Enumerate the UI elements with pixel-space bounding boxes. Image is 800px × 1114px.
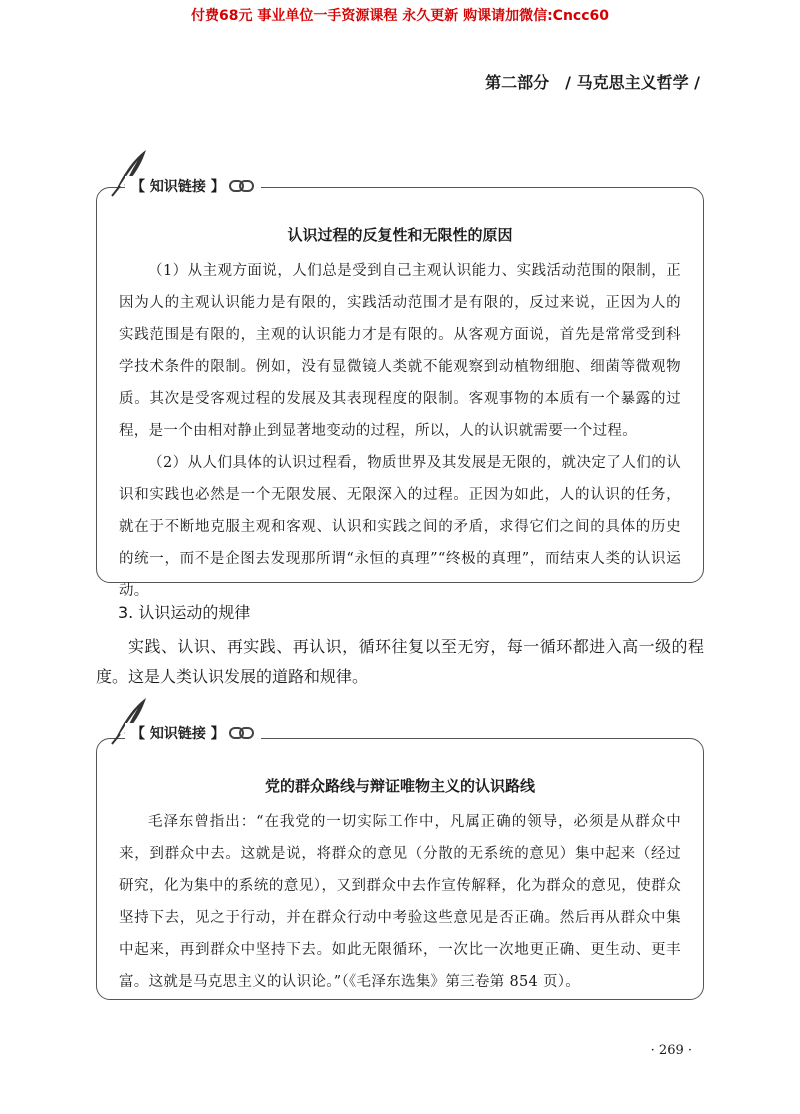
page-number: · 269 · xyxy=(650,1043,692,1058)
chain-link-icon xyxy=(229,726,255,740)
knowledge-link-tag xyxy=(125,176,261,196)
box-paragraph: 毛泽东曾指出：“在我党的一切实际工作中，凡属正确的领导，必须是从群众中来，到群众中去。这就是说，将群众的意见（分散的无系统的意见）集中起来（经过研究，化为集中的系统的意见），又到群众中去作宣传解释，化为群众的意见，使群众坚持下去，见之于行动，并在群众行动中考验这些意见是否正确。然后再从群众中集中起来，再到群众中坚持下去。如此无限循环，一次比一次地更正确、更生动、更丰富。这就是马克思主义的认识论。”（《毛泽东选集》第三卷第 854 页）。 xyxy=(119,814,681,990)
knowledge-box-reasons xyxy=(96,187,704,599)
chain-link-icon xyxy=(229,179,255,193)
box-paragraph: （2）从人们具体的认识过程看，物质世界及其发展是无限的，就决定了人们的认识和实践也必然是一个无限发展、无限深入的过程。正因为如此，人的认识的任务，就在于不断地克服主观和客观、认识和实践之间的矛盾，求得它们之间的具体的历史的统一，而不是企图去发现那所谓“永恒的真理”“终极的真理”，而结束人类的认识运动。 xyxy=(119,455,681,599)
section-paragraph: 实践、认识、再实践、再认识，循环往复以至无穷，每一循环都进入高一级的程度。这是人类认识发展的道路和规律。 xyxy=(96,637,704,686)
tag-label: 【 知识链接 】 xyxy=(131,179,225,195)
knowledge-box-mass-line xyxy=(96,738,704,1000)
box-title: 认识过程的反复性和无限性的原因 xyxy=(287,226,513,244)
box-paragraph: （1）从主观方面说，人们总是受到自己主观认识能力、实践活动范围的限制，正因为人的主观认识能力是有限的，实践活动范围才是有限的，反过来说，正因为人的实践范围是有限的，主观的认识能力才是有限的。从客观方面说，首先是常常受到科学技术条件的限制。例如，没有显微镜人类就不能观察到动植物细胞、细菌等微观物质。其次是受客观过程的发展及其表现程度的限制。客观事物的本质有一个暴露的过程，是一个由相对静止到显著地变动的过程，所以，人的认识就需要一个过程。 xyxy=(119,263,681,439)
tag-label: 【 知识链接 】 xyxy=(131,726,225,742)
knowledge-link-tag xyxy=(125,723,261,743)
promo-banner: 付费68元 事业单位一手资源课程 永久更新 购课请加微信:Cncc60 xyxy=(190,8,610,24)
running-head: 第二部分 / 马克思主义哲学 / xyxy=(485,73,700,92)
box-title: 党的群众路线与辩证唯物主义的认识路线 xyxy=(264,777,535,795)
section-heading: 3. 认识运动的规律 xyxy=(118,603,251,622)
